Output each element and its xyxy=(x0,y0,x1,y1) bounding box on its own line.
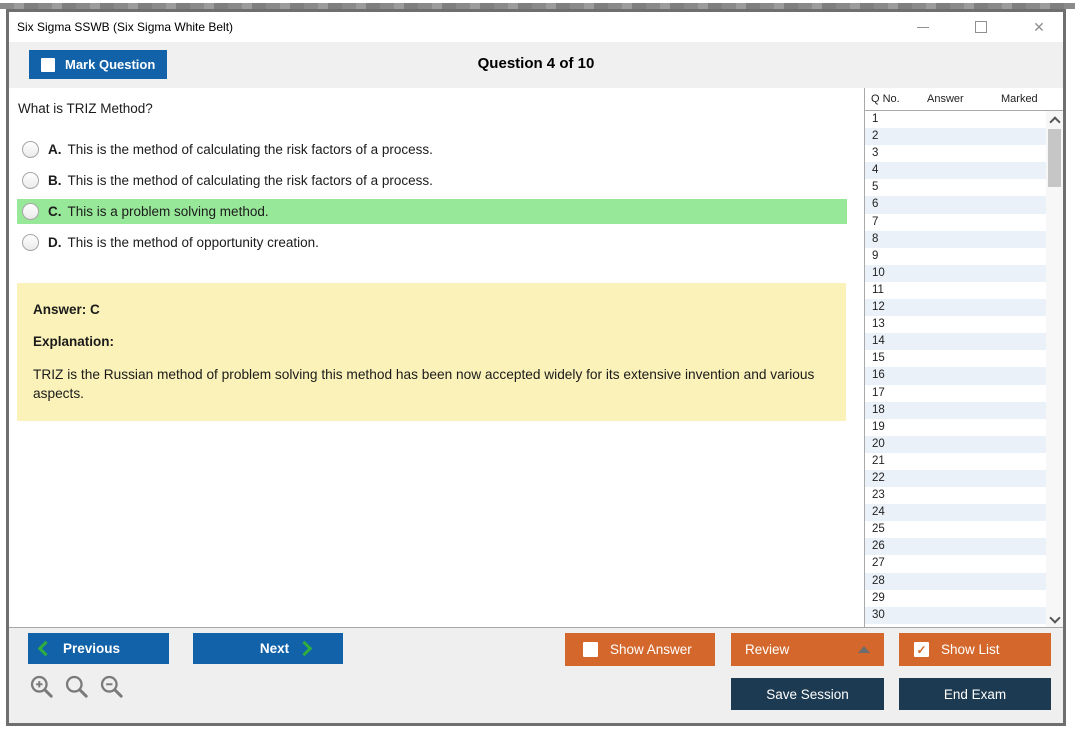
option-letter: A. xyxy=(48,142,62,157)
question-number: 15 xyxy=(872,352,885,365)
question-number: 29 xyxy=(872,591,885,604)
option-text: This is the method of calculating the risk factors of a process. xyxy=(67,142,433,157)
zoom-out-icon[interactable] xyxy=(99,674,125,700)
question-area xyxy=(9,88,864,627)
previous-label: Previous xyxy=(63,641,121,656)
content-area xyxy=(9,88,1063,627)
question-list-row[interactable] xyxy=(865,607,1046,624)
window-title: Six Sigma SSWB (Six Sigma White Belt) xyxy=(17,20,234,34)
question-number: 16 xyxy=(872,369,885,382)
option-letter: B. xyxy=(48,173,62,188)
save-session-button[interactable] xyxy=(731,678,884,710)
answer-option-a[interactable] xyxy=(17,137,847,162)
question-list-row[interactable] xyxy=(865,419,1046,436)
answer-label: Answer: C xyxy=(33,302,100,317)
question-list-row[interactable] xyxy=(865,436,1046,453)
question-list-row[interactable] xyxy=(865,248,1046,265)
checked-checkbox-icon: ✓ xyxy=(914,642,929,657)
question-number: 19 xyxy=(872,420,885,433)
end-exam-button[interactable] xyxy=(899,678,1051,710)
previous-button[interactable] xyxy=(28,633,169,664)
question-list-row[interactable] xyxy=(865,402,1046,419)
radio-button[interactable] xyxy=(22,141,39,158)
question-number: 24 xyxy=(872,506,885,519)
radio-button[interactable] xyxy=(22,234,39,251)
next-label: Next xyxy=(259,641,290,656)
question-counter: Question 4 of 10 xyxy=(477,55,595,72)
question-list-row[interactable] xyxy=(865,487,1046,504)
show-answer-button[interactable] xyxy=(565,633,715,666)
toolbar xyxy=(9,42,1063,88)
question-number: 3 xyxy=(872,147,879,160)
question-number: 10 xyxy=(872,266,885,279)
question-list-row[interactable] xyxy=(865,179,1046,196)
question-number: 5 xyxy=(872,181,879,194)
question-number: 25 xyxy=(872,523,885,536)
question-list-row[interactable] xyxy=(865,350,1046,367)
triangle-up-icon xyxy=(858,646,870,653)
explanation-text: TRIZ is the Russian method of problem solving this method has been now accepted widely for its extensive invention and various aspects. xyxy=(33,367,815,401)
question-list-row[interactable] xyxy=(865,111,1046,128)
header-answer: Answer xyxy=(927,93,964,105)
scroll-down-icon[interactable] xyxy=(1046,610,1063,627)
option-text: This is a problem solving method. xyxy=(67,204,269,219)
option-text: This is the method of calculating the risk factors of a process. xyxy=(67,173,433,188)
answer-options xyxy=(9,137,864,255)
option-letter: C. xyxy=(48,204,62,219)
question-number: 8 xyxy=(872,232,879,245)
end-exam-label: End Exam xyxy=(943,686,1007,702)
question-list-row[interactable] xyxy=(865,265,1046,282)
answer-explanation-panel xyxy=(17,283,846,421)
question-list-header xyxy=(865,88,1063,111)
question-list-row[interactable] xyxy=(865,470,1046,487)
scrollbar[interactable] xyxy=(1046,111,1063,627)
question-list-row[interactable] xyxy=(865,573,1046,590)
review-dropdown[interactable] xyxy=(731,633,884,666)
question-list-row[interactable] xyxy=(865,555,1046,572)
answer-option-b[interactable] xyxy=(17,168,847,193)
window-controls xyxy=(915,19,1047,35)
scrollbar-thumb[interactable] xyxy=(1048,129,1061,187)
question-number: 9 xyxy=(872,249,879,262)
question-list-row[interactable] xyxy=(865,299,1046,316)
question-list-row[interactable] xyxy=(865,162,1046,179)
explanation-heading: Explanation: xyxy=(33,334,115,349)
question-list-body xyxy=(865,111,1063,627)
question-number: 18 xyxy=(872,403,885,416)
question-list xyxy=(865,111,1046,627)
minimize-icon[interactable] xyxy=(915,19,931,35)
maximize-icon[interactable] xyxy=(973,19,989,35)
question-number: 30 xyxy=(872,608,885,621)
answer-option-c[interactable] xyxy=(17,199,847,224)
save-session-label: Save Session xyxy=(766,686,849,702)
question-number: 13 xyxy=(872,318,885,331)
question-number: 11 xyxy=(872,283,884,296)
question-number: 4 xyxy=(872,164,879,177)
show-list-label: Show List xyxy=(941,642,1000,657)
question-number: 1 xyxy=(872,113,879,125)
question-number: 20 xyxy=(872,437,885,450)
question-number: 27 xyxy=(872,557,885,570)
question-list-row[interactable] xyxy=(865,231,1046,248)
question-number: 21 xyxy=(872,454,885,467)
next-button[interactable] xyxy=(193,633,343,664)
question-number: 14 xyxy=(872,335,885,348)
question-number: 7 xyxy=(872,215,879,228)
show-list-button[interactable] xyxy=(899,633,1051,666)
chevron-left-icon xyxy=(38,641,54,657)
scroll-up-icon[interactable] xyxy=(1046,111,1063,128)
footer xyxy=(9,627,1063,723)
question-number: 26 xyxy=(872,540,885,553)
question-list-row[interactable] xyxy=(865,145,1046,162)
question-number: 22 xyxy=(872,471,885,484)
answer-option-d[interactable] xyxy=(17,230,847,255)
question-list-row[interactable] xyxy=(865,282,1046,299)
question-number: 12 xyxy=(872,301,885,314)
question-number: 28 xyxy=(872,574,885,587)
question-list-row[interactable] xyxy=(865,333,1046,350)
question-list-row[interactable] xyxy=(865,453,1046,470)
mark-question-label: Mark Question xyxy=(65,57,156,72)
question-number: 17 xyxy=(872,386,885,399)
option-letter: D. xyxy=(48,235,62,250)
question-number: 23 xyxy=(872,489,885,502)
checkbox-icon xyxy=(583,642,598,657)
show-answer-label: Show Answer xyxy=(610,642,692,657)
header-marked: Marked xyxy=(1001,93,1038,105)
question-list-row[interactable] xyxy=(865,385,1046,402)
radio-button[interactable] xyxy=(22,172,39,189)
question-list-row[interactable] xyxy=(865,590,1046,607)
chevron-right-icon xyxy=(297,641,313,657)
question-list-row[interactable] xyxy=(865,316,1046,333)
zoom-tools xyxy=(29,674,125,700)
question-number: 6 xyxy=(872,198,879,211)
review-label: Review xyxy=(745,642,790,657)
question-list-row[interactable] xyxy=(865,538,1046,555)
question-list-row[interactable] xyxy=(865,128,1046,145)
question-list-row[interactable] xyxy=(865,521,1046,538)
question-text: What is TRIZ Method? xyxy=(18,101,153,116)
close-icon[interactable]: ✕ xyxy=(1033,18,1045,35)
app-window xyxy=(6,9,1066,726)
question-list-row[interactable] xyxy=(865,196,1046,213)
zoom-reset-icon[interactable] xyxy=(64,674,90,700)
radio-button[interactable] xyxy=(22,203,39,220)
question-list-row[interactable] xyxy=(865,214,1046,231)
zoom-in-icon[interactable] xyxy=(29,674,55,700)
question-list-row[interactable] xyxy=(865,504,1046,521)
header-qno: Q No. xyxy=(871,93,900,105)
question-number: 2 xyxy=(872,130,879,143)
option-text: This is the method of opportunity creation. xyxy=(67,235,319,250)
title-bar xyxy=(9,12,1063,42)
question-list-panel xyxy=(864,88,1063,627)
question-list-row[interactable] xyxy=(865,367,1046,384)
